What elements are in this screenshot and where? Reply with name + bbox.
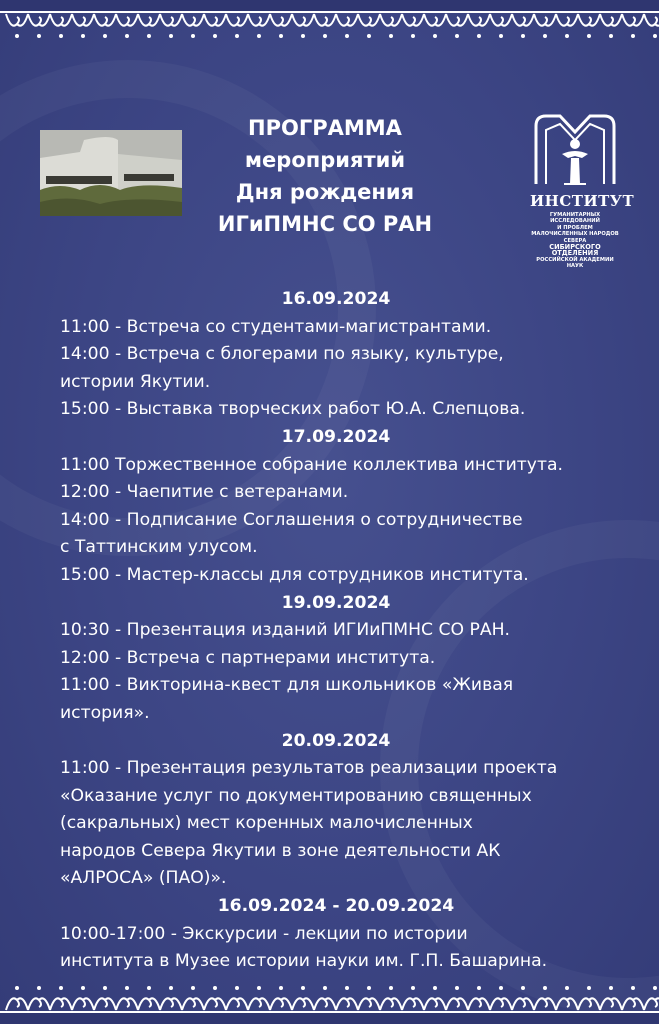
bottom-ornament-border bbox=[0, 978, 659, 1024]
title-line: мероприятий bbox=[244, 148, 406, 172]
schedule-item bbox=[60, 562, 640, 590]
institute-logo bbox=[530, 112, 635, 270]
schedule-item-line: 11:00 - Викторина-квест для школьников «Живая bbox=[60, 675, 514, 696]
schedule-item bbox=[60, 314, 640, 342]
schedule-item-line: 14:00 - Встреча с блогерами по языку, культуре, bbox=[60, 344, 504, 365]
event-schedule bbox=[60, 286, 640, 976]
schedule-item-line: с Таттинским улусом. bbox=[60, 537, 258, 558]
schedule-item-line: «АЛРОСА» (ПАО)». bbox=[60, 868, 227, 889]
building-photo bbox=[40, 130, 182, 216]
title-line: ИГиПМНС СО РАН bbox=[217, 212, 433, 236]
logo-caption-line: И ПРОБЛЕМ МАЛОЧИСЛЕННЫХ НАРОДОВ СЕВЕРА bbox=[531, 224, 619, 244]
title-line: ПРОГРАММА bbox=[248, 116, 402, 140]
page-title bbox=[180, 112, 470, 240]
schedule-item-line: 12:00 - Чаепитие с ветеранами. bbox=[60, 482, 349, 503]
schedule-item bbox=[60, 507, 640, 562]
schedule-item-line: народов Севера Якутии в зоне деятельности АК bbox=[60, 840, 501, 861]
schedule-item-line: 15:00 - Мастер-классы для сотрудников института. bbox=[60, 564, 529, 585]
schedule-item-line: история». bbox=[60, 702, 150, 723]
schedule-date: 17.09.2024 bbox=[281, 426, 391, 447]
schedule-item bbox=[60, 479, 640, 507]
logo-name: ИНСТИТУТ bbox=[530, 192, 635, 210]
schedule-item-line: института в Музее истории науки им. Г.П. Башарина. bbox=[60, 951, 548, 972]
schedule-item-line: 12:00 - Встреча с партнерами института. bbox=[60, 647, 436, 668]
schedule-date: 16.09.2024 bbox=[281, 289, 391, 309]
schedule-item bbox=[60, 396, 640, 424]
schedule-item-line: 15:00 - Выставка творческих работ Ю.А. Слепцова. bbox=[60, 399, 526, 420]
schedule-item-line: (сакральных) мест коренных малочисленных bbox=[60, 813, 473, 834]
schedule-item-line: 10:30 - Презентация изданий ИГИиПМНС СО РАН. bbox=[60, 620, 511, 641]
schedule-item-line: 11:00 Торжественное собрание коллектива института. bbox=[60, 454, 563, 475]
schedule-item-line: 14:00 - Подписание Соглашения о сотрудничестве bbox=[60, 509, 523, 530]
schedule-date: 19.09.2024 bbox=[281, 592, 391, 613]
top-ornament-border bbox=[0, 0, 659, 46]
schedule-item-line: 10:00-17:00 - Экскурсии - лекции по истории bbox=[60, 923, 468, 944]
schedule-item-line: истории Якутии. bbox=[60, 371, 211, 392]
schedule-date: 16.09.2024 - 20.09.2024 bbox=[217, 896, 455, 917]
logo-caption-line: РОССИЙСКОЙ АКАДЕМИИ НАУК bbox=[536, 256, 614, 270]
schedule-item-line: «Оказание услуг по документированию священных bbox=[60, 785, 532, 806]
title-line: Дня рождения bbox=[235, 180, 415, 204]
schedule-date: 20.09.2024 bbox=[281, 730, 391, 751]
schedule-item bbox=[60, 672, 640, 727]
logo-emblem-icon bbox=[530, 112, 620, 192]
schedule-item-line: 11:00 - Презентация результатов реализации проекта bbox=[60, 758, 558, 779]
logo-caption bbox=[530, 212, 620, 270]
schedule-item bbox=[60, 341, 640, 396]
schedule-item bbox=[60, 921, 640, 976]
schedule-item bbox=[60, 452, 640, 480]
logo-caption-line: ГУМАНИТАРНЫХ ИССЛЕДОВАНИЙ bbox=[549, 212, 601, 225]
schedule-item bbox=[60, 645, 640, 673]
schedule-item bbox=[60, 755, 640, 893]
logo-caption-line: СИБИРСКОГО ОТДЕЛЕНИЯ bbox=[549, 243, 601, 258]
schedule-item bbox=[60, 617, 640, 645]
schedule-item-line: 11:00 - Встреча со студентами-магистрантами. bbox=[60, 316, 492, 337]
